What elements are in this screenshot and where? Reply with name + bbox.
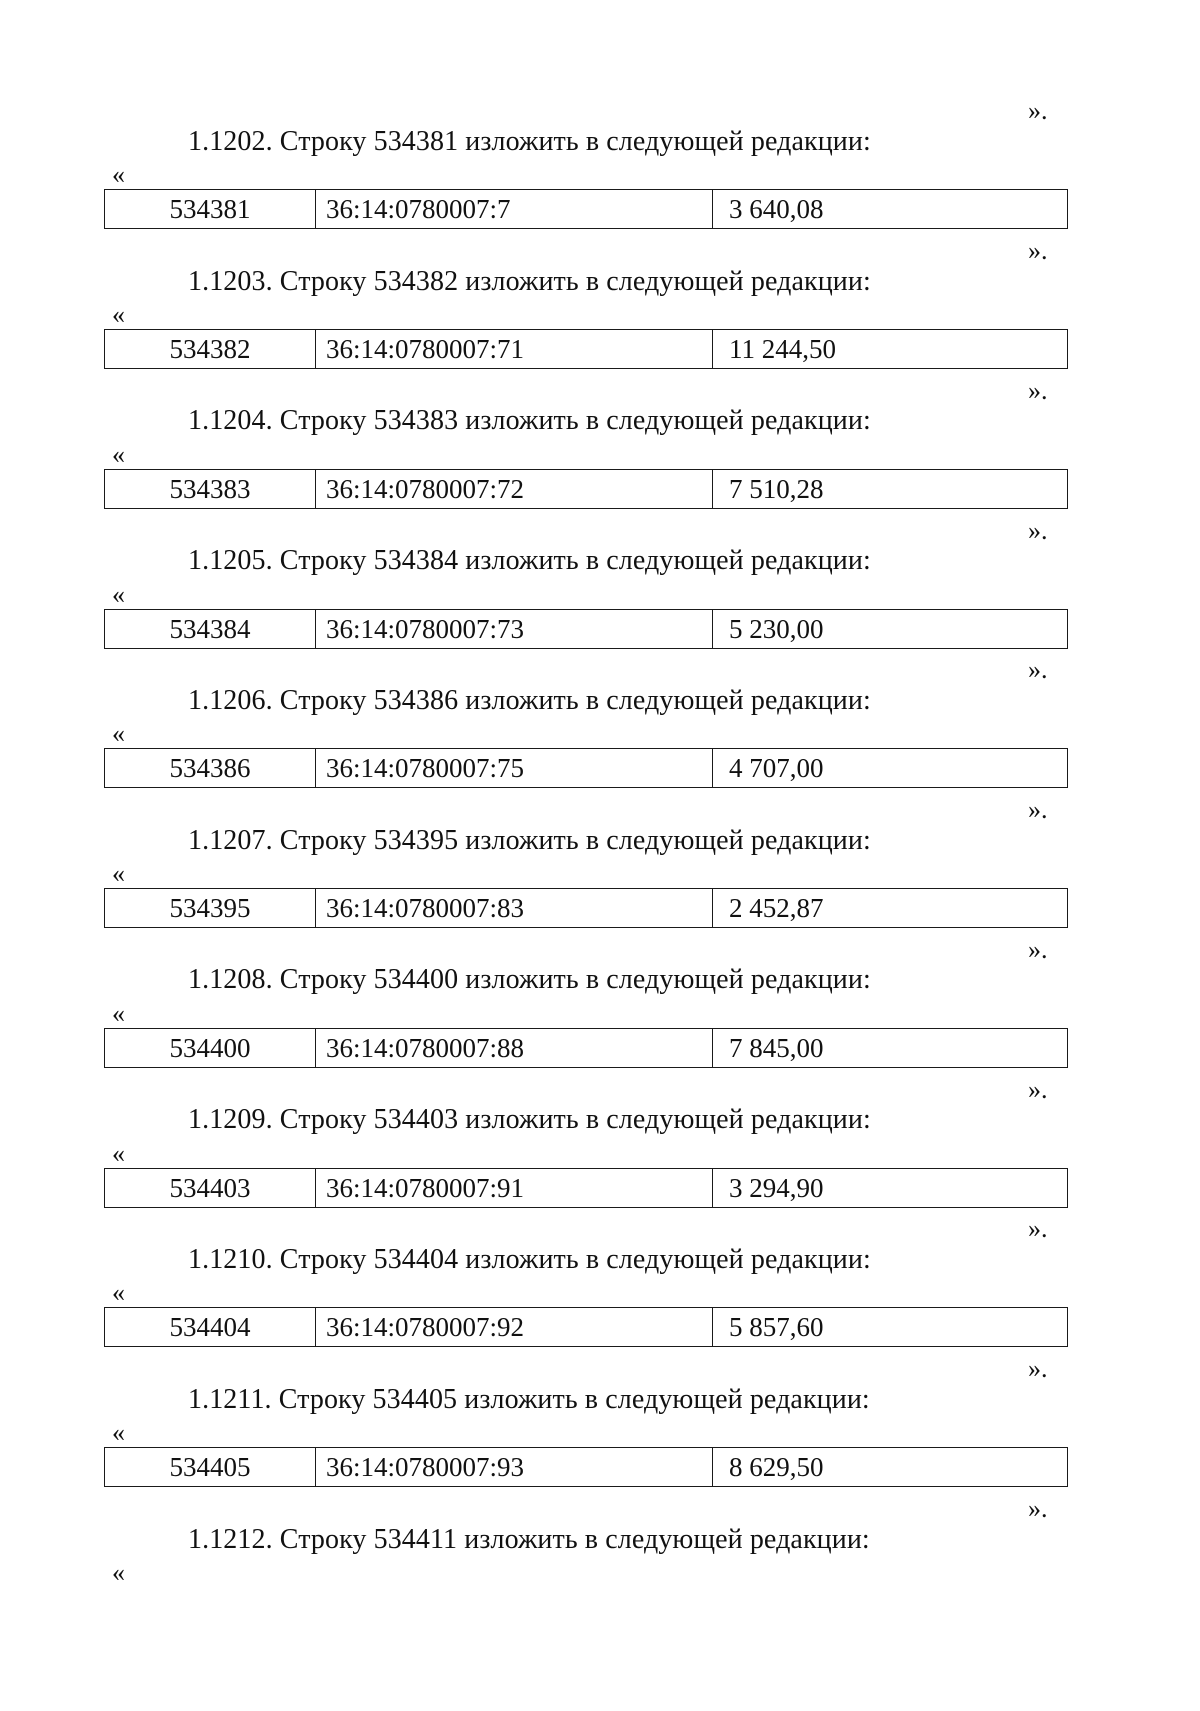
value-cell: 11 244,50: [713, 330, 1068, 369]
row-number-cell: 534381: [105, 190, 316, 229]
table-row: [105, 470, 1068, 509]
row-number-cell: 534403: [105, 1169, 316, 1208]
cadastral-number-cell: 36:14:0780007:91: [316, 1169, 713, 1208]
opening-quote: «: [112, 999, 125, 1028]
amended-row-table: [104, 888, 1068, 928]
value-cell: 2 452,87: [713, 889, 1068, 928]
table-row: [105, 1169, 1068, 1208]
section-heading: 1.1207. Строку 534395 изложить в следующей редакции:: [188, 825, 871, 856]
table-row: [105, 330, 1068, 369]
cadastral-number-cell: 36:14:0780007:88: [316, 1029, 713, 1068]
row-number-cell: 534395: [105, 889, 316, 928]
row-number-cell: 534383: [105, 470, 316, 509]
section-heading: 1.1205. Строку 534384 изложить в следующей редакции:: [188, 545, 871, 576]
closing-quote: ».: [1028, 1075, 1048, 1104]
value-cell: 7 510,28: [713, 470, 1068, 509]
cadastral-number-cell: 36:14:0780007:83: [316, 889, 713, 928]
section-heading: 1.1212. Строку 534411 изложить в следующей редакции:: [188, 1524, 870, 1555]
section-heading: 1.1206. Строку 534386 изложить в следующей редакции:: [188, 685, 871, 716]
table-row: [105, 190, 1068, 229]
row-number-cell: 534386: [105, 749, 316, 788]
table-row: [105, 1029, 1068, 1068]
amended-row-table: [104, 609, 1068, 649]
table-row: [105, 1308, 1068, 1347]
amended-row-table: [104, 1168, 1068, 1208]
closing-quote: ».: [1028, 96, 1048, 125]
row-number-cell: 534404: [105, 1308, 316, 1347]
amended-row-table: [104, 748, 1068, 788]
table-row: [105, 610, 1068, 649]
value-cell: 5 857,60: [713, 1308, 1068, 1347]
amended-row-table: [104, 469, 1068, 509]
value-cell: 3 640,08: [713, 190, 1068, 229]
opening-quote: «: [112, 1139, 125, 1168]
opening-quote: «: [112, 1278, 125, 1307]
amended-row-table: [104, 1307, 1068, 1347]
cadastral-number-cell: 36:14:0780007:71: [316, 330, 713, 369]
opening-quote: «: [112, 859, 125, 888]
amended-row-table: [104, 329, 1068, 369]
amended-row-table: [104, 1447, 1068, 1487]
section-heading: 1.1204. Строку 534383 изложить в следующей редакции:: [188, 405, 871, 436]
opening-quote: «: [112, 719, 125, 748]
closing-quote: ».: [1028, 376, 1048, 405]
opening-quote: «: [112, 440, 125, 469]
cadastral-number-cell: 36:14:0780007:75: [316, 749, 713, 788]
table-row: [105, 889, 1068, 928]
closing-quote: ».: [1028, 1214, 1048, 1243]
opening-quote: «: [112, 300, 125, 329]
row-number-cell: 534384: [105, 610, 316, 649]
opening-quote: «: [112, 1418, 125, 1447]
amended-row-table: [104, 1028, 1068, 1068]
section-heading: 1.1209. Строку 534403 изложить в следующей редакции:: [188, 1104, 871, 1135]
closing-quote: ».: [1028, 655, 1048, 684]
section-heading: 1.1202. Строку 534381 изложить в следующей редакции:: [188, 126, 871, 157]
section-heading: 1.1208. Строку 534400 изложить в следующей редакции:: [188, 964, 871, 995]
section-heading: 1.1210. Строку 534404 изложить в следующей редакции:: [188, 1244, 871, 1275]
section-heading: 1.1211. Строку 534405 изложить в следующей редакции:: [188, 1384, 870, 1415]
table-row: [105, 1448, 1068, 1487]
value-cell: 3 294,90: [713, 1169, 1068, 1208]
section-heading: 1.1203. Строку 534382 изложить в следующей редакции:: [188, 266, 871, 297]
cadastral-number-cell: 36:14:0780007:93: [316, 1448, 713, 1487]
table-row: [105, 749, 1068, 788]
row-number-cell: 534405: [105, 1448, 316, 1487]
closing-quote: ».: [1028, 935, 1048, 964]
closing-quote: ».: [1028, 516, 1048, 545]
opening-quote: «: [112, 580, 125, 609]
opening-quote: «: [112, 1558, 125, 1587]
value-cell: 5 230,00: [713, 610, 1068, 649]
value-cell: 8 629,50: [713, 1448, 1068, 1487]
cadastral-number-cell: 36:14:0780007:92: [316, 1308, 713, 1347]
cadastral-number-cell: 36:14:0780007:7: [316, 190, 713, 229]
cadastral-number-cell: 36:14:0780007:73: [316, 610, 713, 649]
cadastral-number-cell: 36:14:0780007:72: [316, 470, 713, 509]
row-number-cell: 534382: [105, 330, 316, 369]
closing-quote: ».: [1028, 795, 1048, 824]
amended-row-table: [104, 189, 1068, 229]
closing-quote: ».: [1028, 236, 1048, 265]
opening-quote: «: [112, 160, 125, 189]
row-number-cell: 534400: [105, 1029, 316, 1068]
value-cell: 7 845,00: [713, 1029, 1068, 1068]
value-cell: 4 707,00: [713, 749, 1068, 788]
closing-quote: ».: [1028, 1354, 1048, 1383]
closing-quote: ».: [1028, 1494, 1048, 1523]
